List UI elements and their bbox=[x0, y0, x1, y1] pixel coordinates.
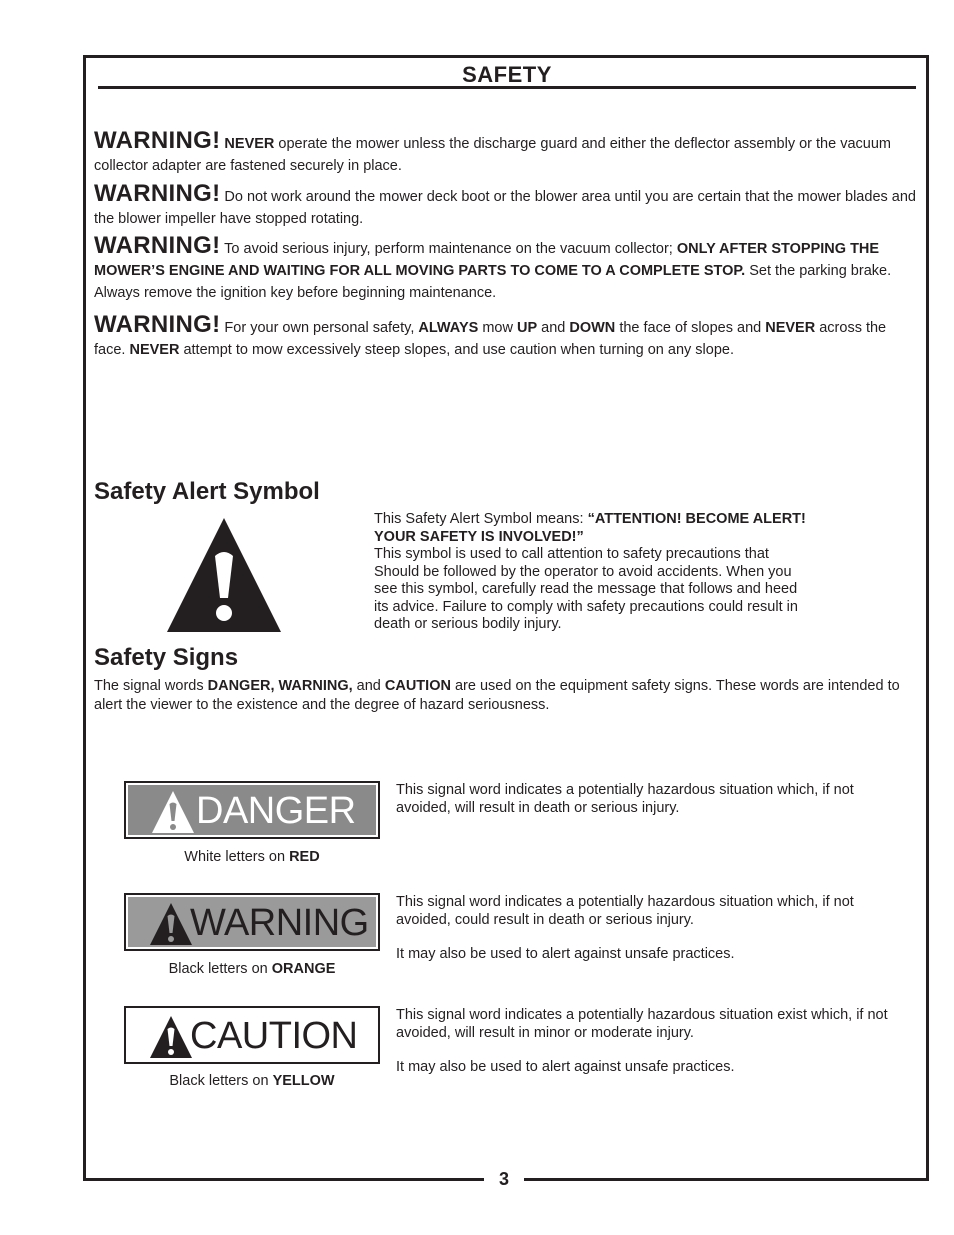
warning-text-segment: Do not work around the mower deck boot or the blower area until you are certain that the mower blades and the blower impeller have stopped rotating. bbox=[94, 189, 916, 227]
warning-3 bbox=[94, 232, 916, 304]
warning-text-segment: attempt to mow excessively steep slopes, and use caution when turning on any slope. bbox=[179, 342, 734, 358]
warning-text-segment: For your own personal safety, bbox=[220, 320, 419, 336]
warning-caption-prefix: Black letters on bbox=[168, 961, 272, 977]
warning-label: WARNING! bbox=[94, 311, 221, 338]
caution-caption-prefix: Black letters on bbox=[169, 1073, 273, 1089]
danger-alert-icon bbox=[151, 790, 195, 834]
signal-description-paragraph: It may also be used to alert against unsafe practices. bbox=[396, 946, 735, 962]
warning-text-segment: the face of slopes and bbox=[615, 320, 766, 336]
alert-body: This symbol is used to call attention to safety precautions that Should be followed by the operator to avoid accidents. When you see this symbol, carefully read the message that follows and heed its advice. Failure to comply with safety precautions could result in death or serious bodily injury. bbox=[374, 546, 798, 632]
danger-description bbox=[396, 782, 911, 834]
section-header bbox=[98, 62, 916, 90]
danger-caption-color: RED bbox=[289, 849, 320, 865]
warning-label: WARNING! bbox=[94, 180, 221, 207]
signs-bold-1: DANGER, WARNING, bbox=[207, 678, 353, 694]
warning-text-segment: NEVER bbox=[224, 136, 275, 152]
warning-text-segment: NEVER bbox=[765, 320, 816, 336]
warning-word: WARNING bbox=[190, 902, 369, 944]
section-title: SAFETY bbox=[462, 62, 552, 87]
warning-text-segment: ALWAYS bbox=[418, 320, 479, 336]
caution-word: CAUTION bbox=[190, 1015, 358, 1057]
danger-word: DANGER bbox=[196, 790, 356, 832]
warning-4 bbox=[94, 311, 916, 361]
signs-bold-2: CAUTION bbox=[384, 678, 451, 694]
warning-text-segment: across the face. bbox=[94, 320, 887, 358]
safety-signs-intro bbox=[94, 677, 919, 715]
warning-2 bbox=[94, 180, 916, 230]
signal-description-paragraph: This signal word indicates a potentially hazardous situation which, if not avoided, will result in death or serious injury. bbox=[396, 782, 854, 816]
safety-alert-description bbox=[374, 511, 814, 634]
safety-signs-heading: Safety Signs bbox=[94, 644, 239, 671]
signs-text-1: The signal words bbox=[94, 678, 208, 694]
warning-caption-color: ORANGE bbox=[271, 961, 336, 977]
warning-text-segment: operate the mower unless the discharge guard and either the deflector assembly or the vacuum collector adapter are fastened securely in place. bbox=[94, 136, 891, 174]
caution-caption bbox=[124, 1073, 380, 1089]
signs-text-3: are used on the equipment safety signs. These words are intended to alert the viewer to the existence and the degree of hazard seriousness. bbox=[94, 678, 900, 713]
warning-label: WARNING! bbox=[94, 127, 221, 154]
warning-label: WARNING! bbox=[94, 232, 221, 259]
warning-text-segment: ONLY AFTER STOPPING THE MOWER’S ENGINE AND WAITING FOR ALL MOVING PARTS TO COME TO A COMPLETE STOP. bbox=[94, 241, 880, 279]
caution-caption-color: YELLOW bbox=[272, 1073, 335, 1089]
warning-text-segment: mow bbox=[478, 320, 517, 336]
alert-intro: This Safety Alert Symbol means: bbox=[374, 511, 588, 527]
warning-text-segment: and bbox=[537, 320, 570, 336]
warning-caption bbox=[124, 961, 380, 977]
warning-text-segment: Set the parking brake. Always remove the ignition key before beginning maintenance. bbox=[94, 263, 892, 301]
warning-description bbox=[396, 894, 911, 981]
warning-text-segment: UP bbox=[516, 320, 538, 336]
warning-text-segment: To avoid serious injury, perform maintenance on the vacuum collector; bbox=[220, 241, 677, 257]
page-number: 3 bbox=[484, 1166, 524, 1192]
signal-description-paragraph: This signal word indicates a potentially hazardous situation exist which, if not avoided, will result in minor or moderate injury. bbox=[396, 1007, 888, 1041]
caution-alert-icon bbox=[149, 1015, 193, 1059]
danger-sign bbox=[124, 781, 380, 839]
warning-text-segment: DOWN bbox=[569, 320, 616, 336]
danger-caption bbox=[124, 849, 380, 865]
safety-alert-icon bbox=[167, 518, 281, 632]
alert-meaning: “ATTENTION! BECOME ALERT! YOUR SAFETY IS INVOLVED!” bbox=[374, 511, 806, 545]
warning-1 bbox=[94, 127, 916, 177]
safety-alert-heading: Safety Alert Symbol bbox=[94, 478, 320, 505]
signs-text-2: and bbox=[352, 678, 385, 694]
warning-sign bbox=[124, 893, 380, 951]
warning-alert-icon bbox=[149, 902, 193, 946]
caution-description bbox=[396, 1007, 911, 1094]
danger-caption-prefix: White letters on bbox=[184, 849, 290, 865]
caution-sign bbox=[124, 1006, 380, 1064]
signal-description-paragraph: It may also be used to alert against unsafe practices. bbox=[396, 1059, 735, 1075]
warning-text-segment: NEVER bbox=[129, 342, 180, 358]
signal-description-paragraph: This signal word indicates a potentially hazardous situation which, if not avoided, could result in death or serious injury. bbox=[396, 894, 854, 928]
